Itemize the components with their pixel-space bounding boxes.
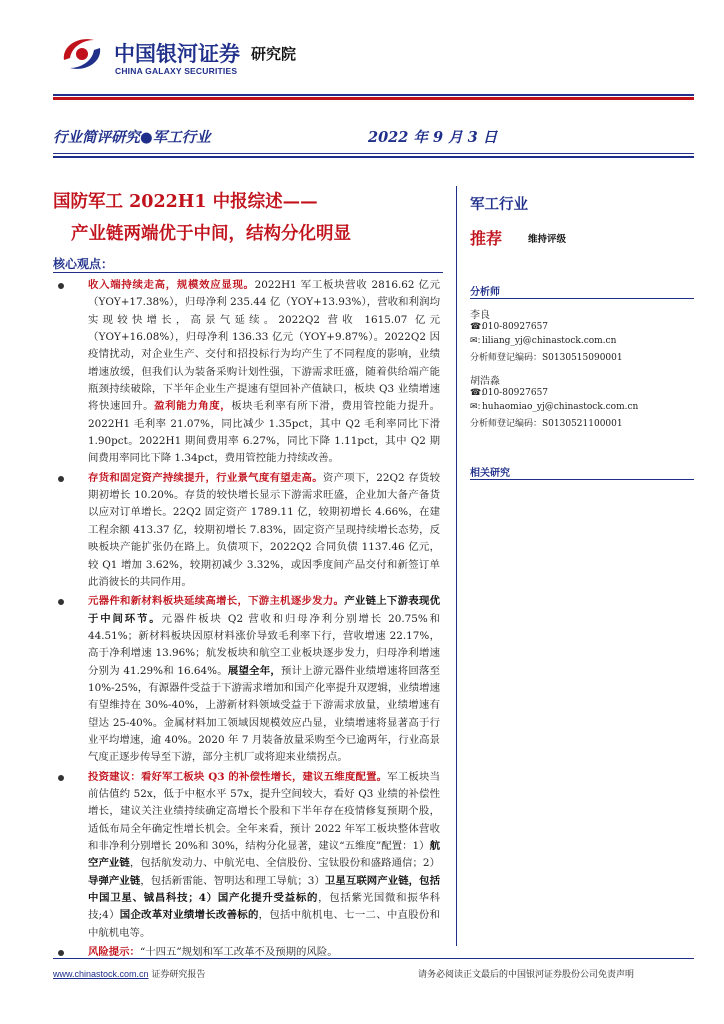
point-text-3: ，包括紫光国微和振华科技;4） [88, 892, 441, 922]
phone-text: 010-80927657 [482, 388, 549, 398]
point-tail: 板块毛利率有所下滑，费用管控能力提升。2022H1 毛利率 21.07%，同比减少 1.35pct，其中 Q2 毛利率同比下滑 1.90pct。2022H1 期间费用率 6.27%，同比下降 1.11pct，其中 Q2 期间费用率同比下降 1.34pct，费用管控能力持续改善。 [88, 400, 441, 465]
analyst-phone [470, 322, 548, 332]
page-title-line1: 国防军工 2022H1 中报综述—— [53, 192, 318, 212]
point-subhead-2: 展望全年， [227, 664, 281, 677]
footer-site-link[interactable]: www.chinastock.com.cn [53, 969, 149, 979]
point-bold-3: 卫星互联网产业链，包括中国卫星、铖昌科技；4）国产化提升受益标的 [88, 874, 440, 905]
bullet-icon [58, 775, 64, 781]
point-bold-2: 导弹产业链 [88, 874, 141, 887]
point-lead: 存货和固定资产持续提升，行业景气度有望走高。 [88, 471, 323, 484]
point-body: 军工板块当前估值约 52x，低于中枢水平 57x，提升空间较大，看好 Q3 业绩的补偿性增长，建议关注业绩持续确定高增长个股和下半年存在疫情修复预期个股，适低布局全年确定性增长机会。全年来看，预计 2022 年军工板块整体营收和非净利分别增长 20%和 30%，结构分化显著，建议“五维度”配置：1） [88, 770, 440, 852]
rating-note: 维持评级 [528, 234, 567, 245]
point-bold-1: 航空产业链 [88, 840, 440, 870]
point-lead: 风险提示： [88, 946, 140, 959]
footer-disclaimer: 请务必阅读正文最后的中国银河证券股份公司免责声明 [418, 970, 635, 980]
rating-badge: 推荐 [470, 229, 503, 248]
analyst-phone [470, 388, 548, 398]
list-item [58, 593, 440, 766]
sidebar-industry: 军工行业 [470, 197, 528, 213]
subhead-rule-1 [53, 153, 694, 154]
point-body: 资产项下，22Q2 存货较期初增长 10.20%。存货的较快增长显示下游需求旺盛，企业加大备产备货以应对订单增长。22Q2 固定资产 1789.11 亿，较期初增长 4.66%，在建工程余额 413.37 亿，较期初增长 7.83%，固定资产呈现持续增长态势，反映板块产能扩张仍在路上。负债项下，2022Q2 合同负债 1137.46 亿元，较 Q1 增加 3.62%，较期初减少 3.32%，或因季度间产品交付和新签订单此消彼长的共同作用。 [88, 471, 441, 588]
email-icon: ✉: [470, 336, 481, 346]
galaxy-logo-icon [60, 34, 104, 74]
email-icon: ✉: [470, 402, 481, 412]
analyst-rule [470, 298, 694, 299]
header-rule-red [53, 97, 694, 100]
bullet-icon [58, 283, 64, 289]
header-rule-top [53, 94, 694, 96]
related-research-header: 相关研究 [470, 468, 510, 479]
list-item [58, 470, 440, 591]
phone-icon: ☎: [470, 388, 485, 398]
analyst-email[interactable] [470, 402, 638, 412]
email-text: huhaomiao_yj@chinastock.com.cn [482, 402, 639, 412]
key-points-list [58, 277, 440, 961]
point-body: “十四五”规划和军工改革不及预期的风险。 [139, 946, 338, 959]
report-type: 行业简评研究●军工行业 [53, 129, 211, 146]
key-view-rule [53, 272, 443, 273]
analyst-email[interactable] [470, 336, 616, 346]
logo-text-en: CHINA GALAXY SECURITIES [115, 66, 238, 76]
analyst-name: 胡浩淼 [470, 376, 500, 387]
point-text-4: ，包括中航机电、七一二、中直股份和中航机电等。 [88, 909, 440, 939]
point-lead: 收入端持续走高，规模效应显现。 [88, 279, 255, 291]
bullet-icon [58, 476, 64, 482]
analyst-reg: 分析师登记编码：S0130521100001 [470, 419, 623, 429]
phone-text: 010-80927657 [482, 322, 549, 332]
analyst-reg: 分析师登记编码：S0130515090001 [470, 353, 623, 363]
logo-text-cn: 中国银河证券 [114, 42, 240, 66]
column-divider [456, 186, 457, 946]
analyst-header: 分析师 [470, 287, 500, 298]
point-subhead: 产业链上下游表现优于中间环节。 [88, 595, 441, 625]
list-item [58, 769, 440, 942]
page-title-line2: 产业链两端优于中间，结构分化明显 [71, 224, 351, 244]
list-item [58, 277, 440, 468]
footer-left [53, 967, 205, 980]
point-body: 元器件板块 Q2 营收和归母净利分别增长 20.75%和 44.51%；新材料板块因原材料涨价导致毛利率下行，营收增速 22.17%，高于净利增速 13.96%；航发板块和航空工业板块逐步发力，归母净利增速分别为 41.29%和 16.64%。 [88, 612, 441, 677]
point-lead: 元器件和新材料板块延续高增长，下游主机逐步发力。 [88, 595, 345, 608]
point-bold-4: 国企改革对业绩增长改善标的 [119, 909, 259, 922]
report-date: 2022 年 9 月 3 日 [368, 129, 498, 146]
point-subhead: 盈利能力角度， [154, 400, 232, 413]
footer-rule [53, 958, 694, 959]
analyst-name: 李良 [470, 310, 490, 321]
logo-subtitle: 研究院 [251, 45, 297, 63]
bullet-icon [58, 599, 64, 605]
point-tail: 预计上游元器件业绩增速将回落至 10%-25%，有源器件受益于下游需求增加和国产化率提升双逻辑，业绩增速有望维持在 30%-40%，上游新材料领域受益于下游需求放量，业绩增速有望达 25-40%。金属材料加工领域因规模效应凸显，业绩增速将显著高于行业平均增速，逾 40%。2020 年 7 月装备放量采购至今已逾两年，行业高景气度正逐步传导至下游，部分主机厂或将迎来业绩拐点。 [88, 664, 440, 764]
point-body: 2022H1 军工板块营收 2816.62 亿元（YOY+17.38%），归母净利 235.44 亿（YOY+13.93%），营收和利润均实现较快增长，高景气延续。2022Q2 营收 1615.07 亿元（YOY+16.08%），归母净利 136.33 亿元（YOY+9.87%）。2022Q2 因疫情扰动，对企业生产、交付和招投标行为均产生了不同程度的影响，业绩增速放缓，但我们认为装备采购计划性强，下游需求旺盛，随着供给端产能瓶颈持续破除，下半年企业生产提速有望回补产值缺口，板块 Q3 业绩增速将快速回升。 [88, 279, 440, 413]
subhead-rule-2 [53, 156, 694, 158]
related-research-rule [470, 479, 694, 480]
bullet-icon [58, 950, 64, 956]
point-text-2: ，包括新雷能、智明达和理工导航；3） [140, 874, 325, 887]
point-text-1: ，包括航发动力、中航光电、全信股份、宝钛股份和盛路通信；2） [129, 857, 440, 870]
point-lead: 投资建议：看好军工板块 Q3 的补偿性增长，建议五维度配置。 [88, 770, 388, 783]
footer-site-suffix: 证券研究报告 [148, 970, 206, 980]
email-text: liliang_yj@chinastock.com.cn [482, 336, 617, 346]
key-view-label: 核心观点： [53, 257, 114, 271]
phone-icon: ☎: [470, 322, 485, 332]
